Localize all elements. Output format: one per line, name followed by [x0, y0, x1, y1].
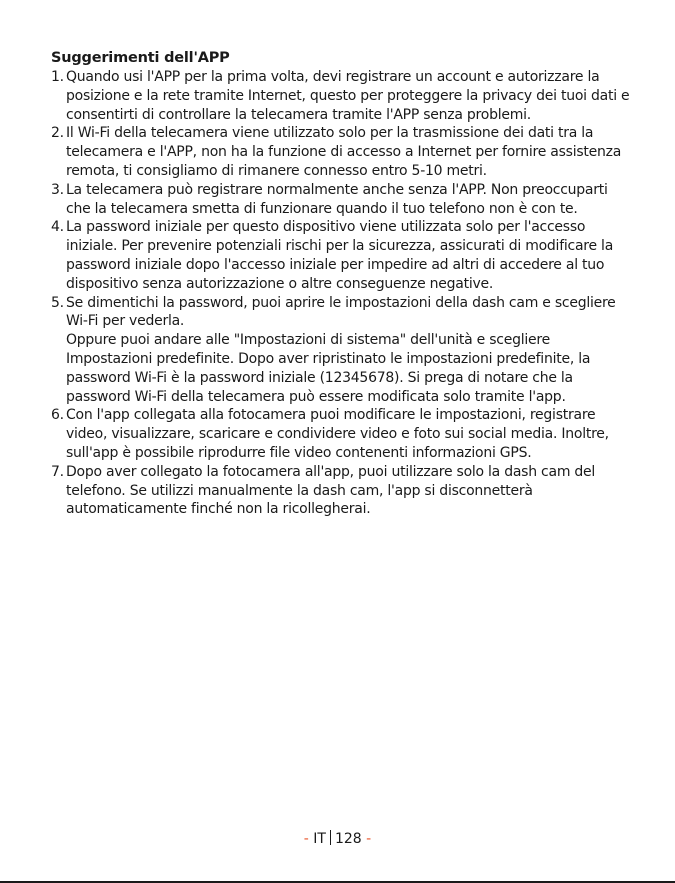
tip-text: Dopo aver collegato la fotocamera all'app, puoi utilizzare solo la dash cam del telefono. Se utilizzi manualmente la dash cam, l'app si disconnetterà automaticamente finché non la ricollegherai. — [66, 463, 596, 518]
tip-text: Con l'app collegata alla fotocamera puoi modificare le impostazioni, registrare video, visualizzare, scaricare e condividere video e foto sui social media. Inoltre, sull'app è possibile riprodurre file video contenenti informazioni GPS. — [66, 407, 609, 461]
footer-language: IT — [313, 831, 326, 847]
tip-number: 2. — [51, 125, 64, 142]
page-number: 128 — [334, 831, 362, 847]
tip-number: 7. — [51, 463, 64, 480]
tip-item-5 — [51, 294, 631, 407]
tip-number: 4. — [51, 219, 64, 236]
page-footer — [0, 829, 675, 849]
tip-text: Se dimentichi la password, puoi aprire le impostazioni della dash cam e scegliere Wi-Fi per vederla. — [66, 294, 616, 330]
tip-number: 1. — [51, 69, 64, 85]
footer-left-dash: - — [303, 831, 309, 847]
tip-text-continued: Oppure puoi andare alle "Impostazioni di sistema" dell'unità e scegliere Impostazioni predefinite. Dopo aver ripristinato le impostazioni predefinite, la password Wi-Fi è la password iniziale (12345678). Si prega di notare che la password Wi-Fi della telecamera può essere modificata solo tramite l'app. — [66, 332, 591, 405]
tip-item-7 — [51, 463, 631, 519]
tip-item-6 — [51, 406, 631, 462]
tip-text: Il Wi-Fi della telecamera viene utilizzato solo per la trasmissione dei dati tra la telecamera e l'APP, non ha la funzione di accesso a Internet per fornire assistenza remota, ti consigliamo di rimanere connesso entro 5-10 metri. — [66, 125, 622, 179]
footer-right-dash: - — [366, 831, 372, 847]
tip-text: Quando usi l'APP per la prima volta, devi registrare un account e autorizzare la posizione e la rete tramite Internet, questo per proteggere la privacy dei tuoi dati e consentirti di controllare la telecamera tramite l'APP senza problemi. — [66, 69, 630, 123]
tip-text: La telecamera può registrare normalmente anche senza l'APP. Non preoccuparti che la telecamera smetta di funzionare quando il tuo telefono non è con te. — [66, 181, 608, 217]
tip-number: 5. — [51, 294, 64, 311]
footer-separator — [330, 830, 331, 845]
tip-number: 3. — [51, 181, 64, 198]
tip-item-3 — [51, 181, 631, 219]
tip-item-4 — [51, 218, 631, 293]
tip-item-2 — [51, 124, 631, 180]
tip-text: La password iniziale per questo dispositivo viene utilizzata solo per l'accesso iniziale. Per prevenire potenziali rischi per la sicurezza, assicurati di modificare la password iniziale dopo l'accesso iniziale per impedire ad altri di accedere al tuo dispositivo senza autorizzazione o altre conseguenze negative. — [66, 219, 614, 292]
section-heading: Suggerimenti dell'APP — [51, 50, 230, 66]
manual-content — [51, 49, 631, 519]
tip-item-1 — [51, 68, 631, 124]
tip-number: 6. — [51, 407, 64, 424]
